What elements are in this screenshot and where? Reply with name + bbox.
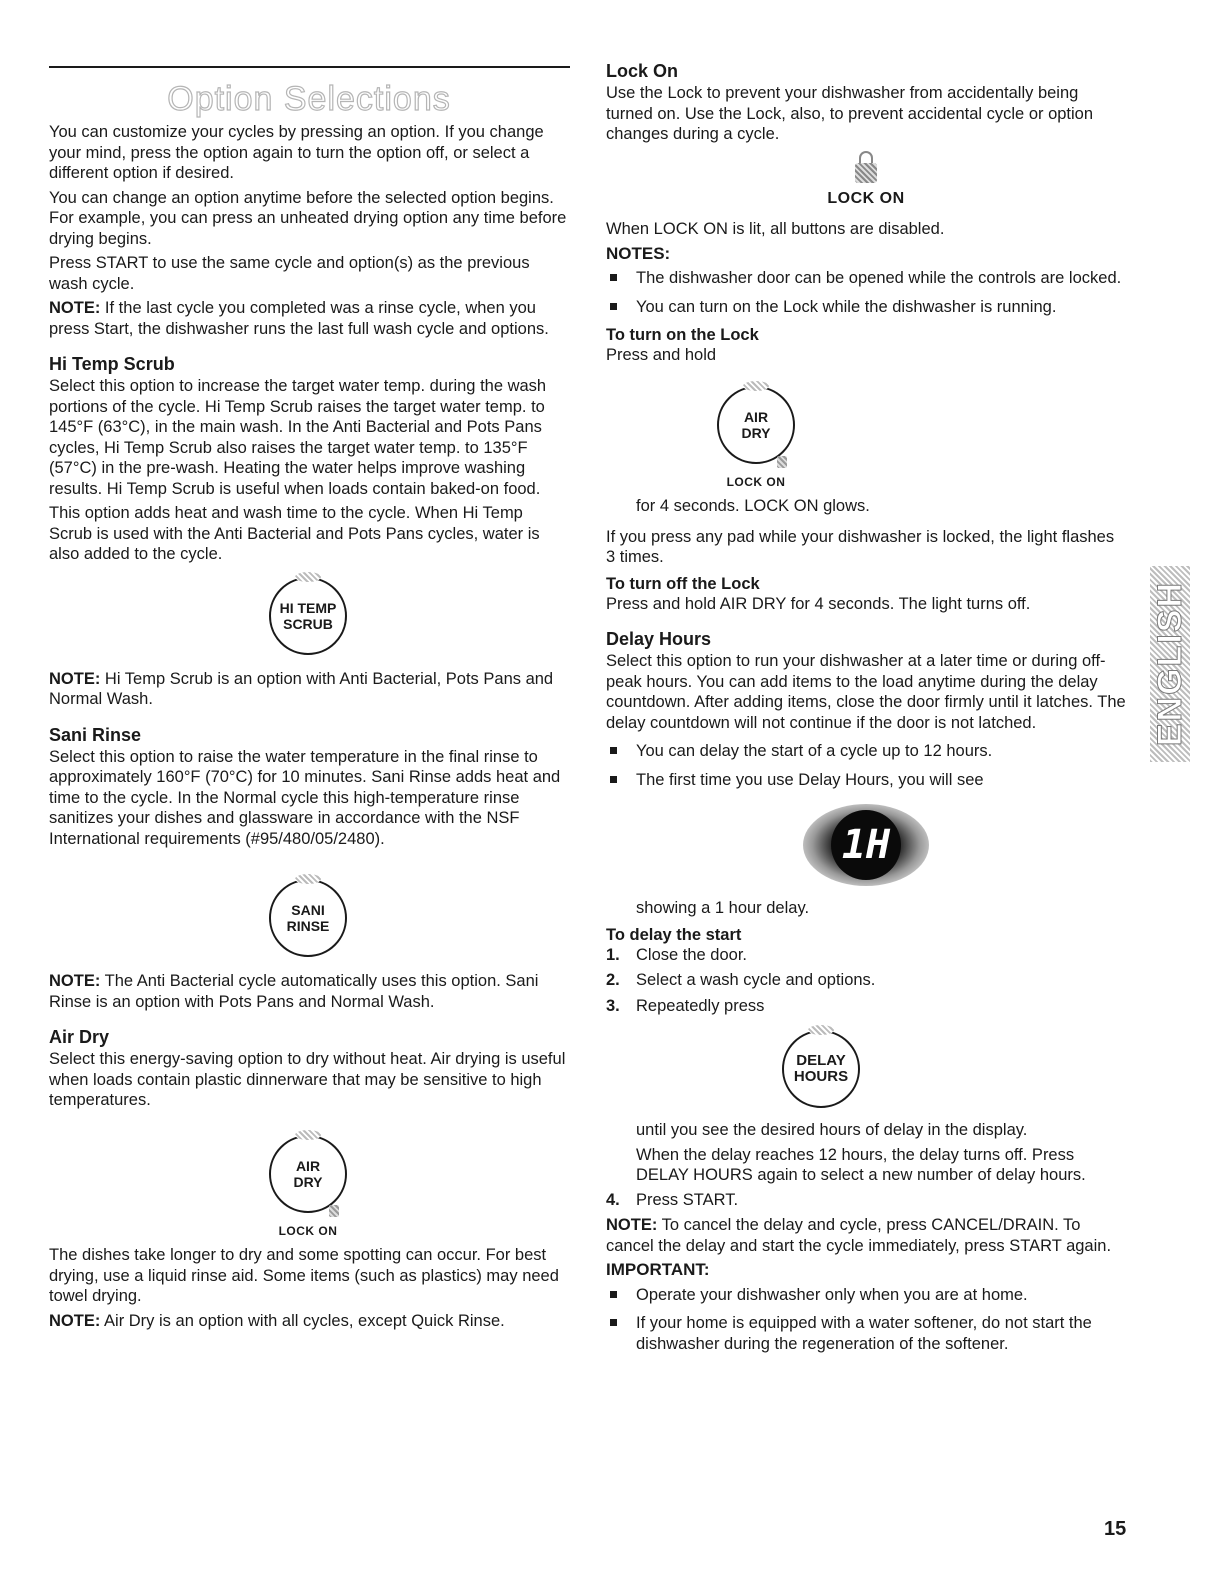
- button-label: HOURS: [793, 1068, 849, 1085]
- notes-list: [606, 268, 1126, 317]
- display-readout: 1H: [831, 810, 901, 880]
- important-label: IMPORTANT:: [606, 1260, 710, 1279]
- indicator-light-icon: [295, 874, 321, 884]
- step-item: 4. Press START.: [606, 1190, 739, 1209]
- sani-rinse-heading: Sani Rinse: [49, 724, 142, 745]
- lock-icon: [329, 1205, 339, 1217]
- lock-icon: [777, 456, 787, 468]
- list-item: You can turn on the Lock while the dishwasher is running.: [606, 297, 1126, 318]
- hi-temp-paragraph: This option adds heat and wash time to the cycle. When Hi Temp Scrub is used with the Anti Bacterial and Pots Pans cycles, water is also added to the cycle.: [49, 504, 540, 563]
- note-label: NOTE:: [49, 1311, 101, 1330]
- turn-off-lock-heading: To turn off the Lock: [606, 574, 760, 593]
- air-dry-paragraph: The dishes take longer to dry and some spotting can occur. For best drying, use a liquid rinse aid. Some items (such as plastics) may need towel drying.: [49, 1246, 559, 1305]
- air-dry-figure: [49, 1135, 567, 1242]
- delay-hours-heading: Delay Hours: [606, 629, 712, 649]
- sani-rinse-button: [269, 879, 347, 957]
- step-item: 3. Repeatedly press: [606, 996, 765, 1015]
- delay-display: [803, 804, 929, 886]
- turn-on-lock-heading: To turn on the Lock: [606, 326, 759, 344]
- lock-air-dry-figure: [606, 386, 906, 493]
- note-label: NOTE:: [49, 299, 101, 317]
- sani-rinse-figure: [49, 879, 567, 957]
- delay-hours-figure: [606, 1030, 1036, 1108]
- delay-hours-paragraph: until you see the desired hours of delay in the display.: [636, 1121, 1028, 1139]
- intro-paragraph: Press START to use the same cycle and option(s) as the previous wash cycle.: [49, 254, 530, 293]
- note-label: NOTE:: [49, 669, 101, 688]
- note-text: Air Dry is an option with all cycles, except Quick Rinse.: [100, 1311, 505, 1330]
- note-text: The Anti Bacterial cycle automatically uses this option. Sani Rinse is an option with Pots Pans and Normal Wash.: [49, 972, 539, 1011]
- delay-display-figure: [606, 804, 1126, 886]
- note-text: Hi Temp Scrub is an option with Anti Bacterial, Pots Pans and Normal Wash.: [49, 669, 554, 708]
- hi-temp-scrub-button: [269, 577, 347, 655]
- lock-on-figure: [606, 151, 1126, 210]
- sani-rinse-paragraph: Select this option to raise the water temperature in the final rinse to approximately 160°F (70°C) for 10 minutes. Sani Rinse adds heat and time to the cycle. In the Normal cycle this high-temperature rinse sanitizes your dishes and glassware in accordance with the NSF International requirements (#95/480/05/2480).: [49, 747, 561, 848]
- lock-on-heading: Lock On: [606, 61, 679, 81]
- hi-temp-heading: Hi Temp Scrub: [49, 354, 175, 374]
- delay-hours-button: [782, 1030, 860, 1108]
- delay-hours-paragraph: showing a 1 hour delay.: [636, 899, 810, 917]
- button-label: AIR: [743, 408, 769, 425]
- right-column: [606, 60, 1126, 1362]
- indicator-light-icon: [808, 1025, 834, 1035]
- delay-start-heading: To delay the start: [606, 925, 742, 944]
- button-label: HI TEMP: [279, 599, 337, 616]
- sani-rinse-note: [49, 971, 567, 1012]
- hi-temp-note: [49, 669, 567, 710]
- list-item: Operate your dishwasher only when you are at home.: [606, 1285, 1126, 1306]
- note-text: To cancel the delay and cycle, press CANCEL/DRAIN. To cancel the delay and start the cycle immediately, press START again.: [606, 1216, 1112, 1255]
- delay-steps: [606, 1190, 1126, 1211]
- list-item: The first time you use Delay Hours, you will see: [606, 770, 1126, 791]
- lock-on-paragraph: If you press any pad while your dishwasher is locked, the light flashes 3 times.: [606, 527, 1115, 566]
- lock-on-caption: LOCK ON: [827, 189, 905, 207]
- delay-note: [606, 1215, 1126, 1256]
- turn-off-lock-text: Press and hold AIR DRY for 4 seconds. The light turns off.: [606, 594, 1031, 613]
- lock-on-paragraph: When LOCK ON is lit, all buttons are disabled.: [606, 220, 945, 238]
- language-label: ENGLISH: [1150, 581, 1189, 747]
- button-label: DRY: [741, 424, 771, 441]
- intro-paragraph: You can change an option anytime before the selected option begins. For example, you can press an unheated drying option any time before drying begins.: [49, 188, 567, 248]
- air-dry-note: [49, 1311, 567, 1332]
- list-item: If your home is equipped with a water softener, do not start the dishwasher during the regeneration of the softener.: [606, 1313, 1126, 1354]
- intro-paragraph: You can customize your cycles by pressing an option. If you change your mind, press the option again to turn the option off, or select a different option if desired.: [49, 123, 544, 182]
- delay-hours-paragraph: When the delay reaches 12 hours, the delay turns off. Press DELAY HOURS again to select a new number of delay hours.: [636, 1145, 1086, 1184]
- button-label: SANI: [291, 902, 325, 918]
- button-label: DELAY: [796, 1052, 846, 1069]
- note-label: NOTE:: [49, 972, 101, 990]
- air-dry-paragraph: Select this energy-saving option to dry without heat. Air drying is useful when loads contain plastic dinnerware that may be sensitive to high temperatures.: [49, 1050, 566, 1109]
- button-label: RINSE: [286, 918, 330, 934]
- lock-icon: [855, 151, 877, 183]
- important-list: [606, 1285, 1126, 1355]
- lock-on-paragraph: Use the Lock to prevent your dishwasher from accidentally being turned on. Use the Lock, also, to prevent accidental cycle or option changes during a cycle.: [606, 84, 1094, 143]
- language-side-tab: [1150, 566, 1190, 762]
- lock-on-paragraph: for 4 seconds. LOCK ON glows.: [636, 497, 870, 515]
- delay-hours-paragraph: Select this option to run your dishwasher at a later time or during off-peak hours. You can add items to the load anytime during the delay countdown. After adding items, close the door firmly until it latches. The delay countdown will not continue if the door is not latched.: [606, 652, 1126, 732]
- button-label: AIR: [295, 1157, 321, 1174]
- notes-label: NOTES:: [606, 243, 671, 263]
- step-item: 1. Close the door.: [606, 945, 747, 964]
- lock-on-caption: LOCK ON: [726, 474, 786, 489]
- button-label: SCRUB: [283, 615, 333, 632]
- indicator-light-icon: [743, 381, 769, 391]
- air-dry-button: [717, 386, 795, 464]
- turn-on-lock-text: Press and hold: [606, 346, 717, 364]
- intro-note: [49, 298, 567, 339]
- left-column: [49, 122, 567, 1335]
- air-dry-button: [269, 1135, 347, 1213]
- indicator-light-icon: [295, 572, 321, 582]
- indicator-light-icon: [295, 1130, 321, 1140]
- air-dry-heading: Air Dry: [49, 1027, 110, 1047]
- page-title: Option Selections: [167, 80, 451, 118]
- note-text: If the last cycle you completed was a rinse cycle, when you press Start, the dishwasher runs the last full wash cycle and options.: [49, 299, 549, 338]
- hi-temp-figure: [49, 577, 567, 655]
- page-number: 15: [1104, 1518, 1127, 1540]
- lock-on-caption: LOCK ON: [278, 1223, 338, 1238]
- list-item: You can delay the start of a cycle up to 12 hours.: [606, 741, 1126, 762]
- header-rule: [49, 66, 570, 68]
- hi-temp-paragraph: Select this option to increase the target water temp. during the wash portions of the cycle. Hi Temp Scrub raises the target water temp. to 145°F (63°C), in the main wash. In the Anti Bacterial and Pots Pans cycles, Hi Temp Scrub also raises the target water temp. to 135°F (57°C) in the pre-wash. Heating the water helps improve washing results. Hi Temp Scrub is useful when loads contain baked-on food.: [49, 377, 547, 498]
- delay-bullets: [606, 741, 1126, 790]
- delay-steps: [606, 945, 1126, 1017]
- step-item: 2. Select a wash cycle and options.: [606, 971, 876, 989]
- note-label: NOTE:: [606, 1216, 658, 1234]
- list-item: The dishwasher door can be opened while the controls are locked.: [606, 268, 1126, 289]
- button-label: DRY: [293, 1173, 323, 1190]
